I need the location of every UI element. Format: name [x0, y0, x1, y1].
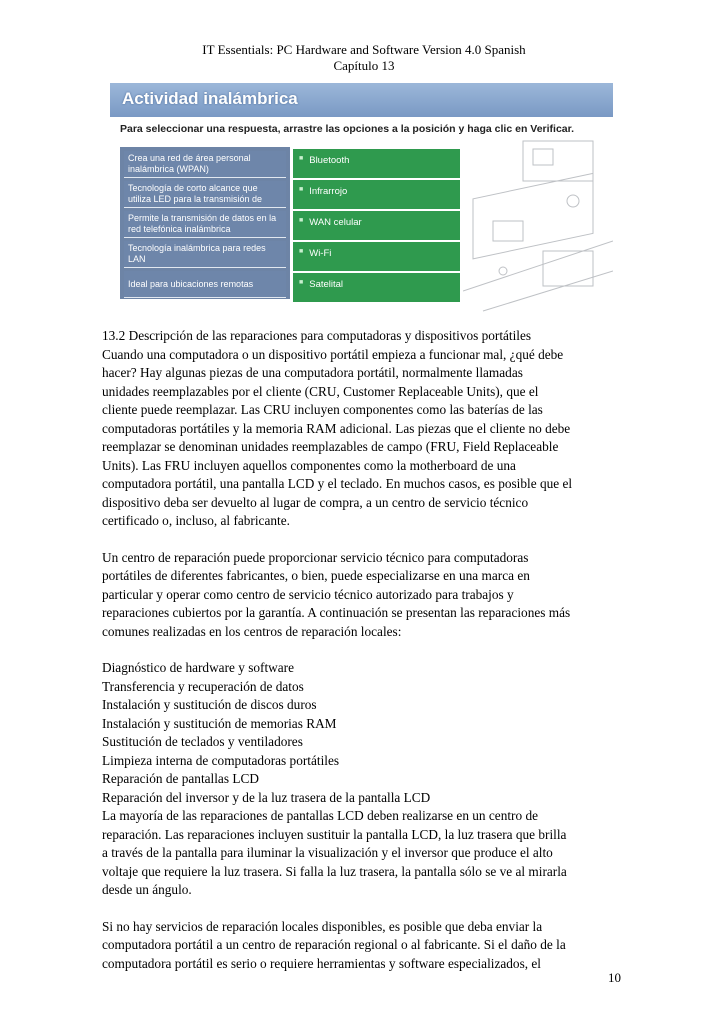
repair-list: [102, 659, 642, 807]
option-cellular-wan[interactable]: [293, 211, 460, 240]
list-item: Instalación y sustitución de discos duros: [102, 697, 317, 712]
list-item: Diagnóstico de hardware y software: [102, 660, 294, 675]
header-chapter: Capítulo 13: [333, 58, 395, 73]
list-item: Instalación y sustitución de memorias RAM: [102, 715, 337, 731]
option-satellite[interactable]: [293, 273, 460, 302]
option-label: Bluetooth: [309, 155, 350, 166]
list-item: Reparación de pantallas LCD: [102, 771, 259, 786]
description-item[interactable]: Permite la transmisión de datos en la red telefónica inalámbrica: [124, 211, 286, 238]
bullet-icon: ■: [299, 248, 304, 255]
activity-figure: [110, 83, 613, 314]
bullet-icon: ■: [299, 217, 304, 224]
option-infrared[interactable]: [293, 180, 460, 209]
option-label: Infrarrojo: [309, 186, 348, 197]
options-column: [293, 147, 460, 299]
list-item: Transferencia y recuperación de datos: [102, 678, 304, 694]
paragraph-lcd: La mayoría de las reparaciones de pantallas LCD deben realizarse en un centro de reparación. Las reparaciones incluyen sustituir la pantalla LCD, la luz trasera que brilla a través de la pantalla para iluminar la visualización y el inversor que produce el alto voltaje que requiere la luz trasera. Si falla la luz trasera, la pantalla sólo se ve al mirarla desde un ángulo.: [102, 808, 567, 897]
option-label: Wi-Fi: [309, 248, 332, 259]
paragraph-repair-centers: Un centro de reparación puede proporcionar servicio técnico para computadoras portátiles de diferentes fabricantes, o bien, puede especializarse en una marca en particular y operar como centro de servicio técnico autorizado para trabajos y reparaciones cubiertos por la garantía. A continuación se presentan las reparaciones más comunes realizadas en los centros de reparación locales:: [102, 549, 571, 639]
option-label: WAN celular: [309, 217, 362, 228]
option-wifi[interactable]: [293, 242, 460, 271]
description-item[interactable]: Ideal para ubicaciones remotas: [124, 271, 286, 298]
page-header: [0, 42, 728, 74]
description-item[interactable]: Crea una red de área personal inalámbrica (WPAN): [124, 151, 286, 178]
paragraph-intro: 13.2 Descripción de las reparaciones para computadoras y dispositivos portátiles Cuando una computadora o un dispositivo portátil empieza a funcionar mal, ¿qué debe hacer? Hay algunas piezas de una computadora portátil, normalmente llamadas unidades reemplazables por el cliente (CRU, Customer Replaceable Units), que el cliente puede reemplazar. Las CRU incluyen componentes como las baterías de las computadoras portátiles y la memoria RAM adicional. Las piezas que el cliente no debe reemplazar se denominan unidades reemplazables de campo (FRU, Field Replaceable Units). Las FRU incluyen aquellos componentes como la motherboard de una computadora portátil, una pantalla LCD y el teclado. En muchos casos, es posible que el dispositivo deba ser devuelto al lugar de compra, a un centro de servicio técnico certificado o, incluso, al fabricante.: [102, 328, 573, 528]
activity-title: Actividad inalámbrica: [122, 89, 298, 108]
option-label: Satelital: [309, 279, 344, 290]
circuit-board-illustration: [463, 131, 613, 314]
activity-instruction: Para seleccionar una respuesta, arrastre las opciones a la posición y haga clic en Verificar.: [120, 123, 575, 135]
descriptions-column: [120, 147, 290, 299]
description-item[interactable]: Tecnología de corto alcance que utiliza LED para la transmisión de: [124, 181, 286, 208]
bullet-icon: ■: [299, 186, 304, 193]
page-number: 10: [608, 970, 621, 985]
activity-title-bar: [110, 83, 613, 117]
bullet-icon: ■: [299, 279, 304, 286]
paragraph-shipping: Si no hay servicios de reparación locales disponibles, es posible que deba enviar la computadora portátil a un centro de reparación regional o al fabricante. Si el daño de la computadora portátil es serio o requiere herramientas y software especializados, el: [102, 918, 566, 971]
option-bluetooth[interactable]: [293, 149, 460, 178]
list-item: Sustitución de teclados y ventiladores: [102, 734, 303, 749]
list-item: Limpieza interna de computadoras portátiles: [102, 752, 340, 768]
bullet-icon: ■: [299, 155, 304, 162]
document-body: [102, 327, 642, 991]
header-title: IT Essentials: PC Hardware and Software Version 4.0 Spanish: [202, 42, 526, 57]
list-item: Reparación del inversor y de la luz trasera de la pantalla LCD: [102, 789, 431, 805]
description-item[interactable]: Tecnología inalámbrica para redes LAN: [124, 241, 286, 268]
